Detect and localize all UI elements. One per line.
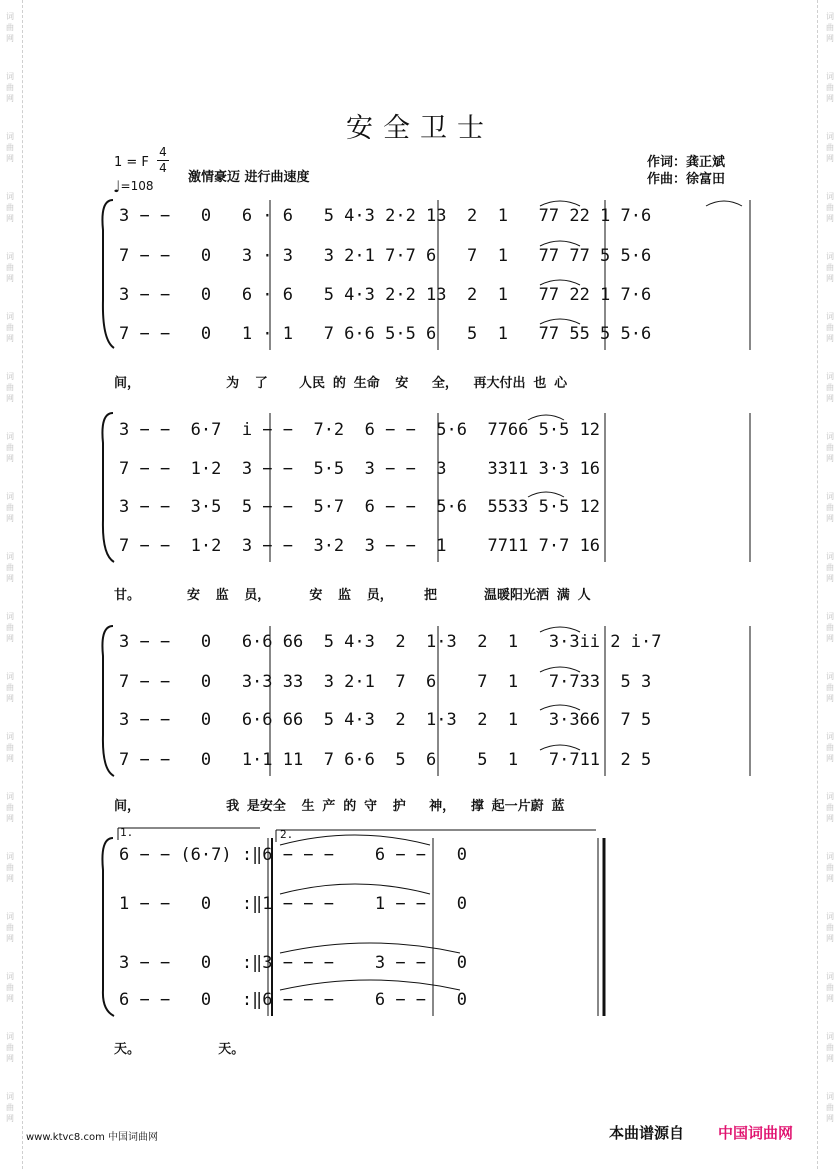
watermark-glyph: 曲	[826, 83, 834, 92]
watermark-glyph: 曲	[6, 803, 14, 812]
voice-row: 7 − − 0 3 · 3 3 2·1 7·7 6 7 1 77 77 5 5·6	[119, 246, 652, 266]
watermark-glyph: 词	[826, 972, 834, 981]
watermark-glyph: 词	[6, 912, 14, 921]
lyrics-line: 甘。 安 监 员， 安 监 员， 把 温暖阳光洒 满 人	[114, 588, 591, 603]
watermark-glyph: 曲	[6, 1103, 14, 1112]
voice-row: 7 − − 0 1 · 1 7 6·6 5·5 6 5 1 77 55 5 5·6	[119, 324, 652, 344]
voice-row: 7 − − 0 1·1 11 7 6·6 5 6 5 1 7·711 2 5	[119, 750, 652, 770]
watermark-glyph: 曲	[826, 23, 834, 32]
watermark-glyph: 网	[6, 514, 14, 523]
watermark-glyph: 词	[826, 732, 834, 741]
watermark-glyph: 网	[6, 634, 14, 643]
voice-row: 7 − − 1·2 3 − − 3·2 3 − − 1 7711 7·7 16	[119, 536, 601, 556]
watermark-glyph: 词	[6, 792, 14, 801]
watermark-glyph: 曲	[826, 323, 834, 332]
watermark-glyph: 网	[826, 754, 834, 763]
watermark-glyph: 曲	[6, 983, 14, 992]
watermark-glyph: 词	[826, 492, 834, 501]
watermark-glyph: 曲	[826, 383, 834, 392]
watermark-glyph: 网	[826, 1054, 834, 1063]
slur	[280, 835, 430, 845]
watermark-glyph: 曲	[6, 323, 14, 332]
watermark-glyph: 词	[826, 672, 834, 681]
watermark-glyph: 曲	[6, 923, 14, 932]
watermark-glyph: 词	[826, 792, 834, 801]
watermark-glyph: 网	[826, 454, 834, 463]
watermark-glyph: 词	[826, 1092, 834, 1101]
slur	[540, 627, 580, 632]
composer-credit: 作曲：徐富田	[647, 172, 726, 187]
watermark-glyph: 词	[6, 1032, 14, 1041]
volta-1-label: 1.	[120, 826, 134, 839]
watermark-glyph: 网	[6, 754, 14, 763]
watermark-glyph: 网	[826, 994, 834, 1003]
watermark-glyph: 曲	[6, 863, 14, 872]
watermark-glyph: 曲	[826, 743, 834, 752]
watermark-glyph: 网	[6, 574, 14, 583]
watermark-glyph: 网	[826, 874, 834, 883]
voice-row: 6 − − (6·7) :‖6 − − − 6 − − 0	[119, 845, 467, 865]
watermark-glyph: 词	[826, 852, 834, 861]
watermark-glyph: 词	[6, 252, 14, 261]
watermark-glyph: 网	[826, 1114, 834, 1123]
watermark-glyph: 词	[826, 1032, 834, 1041]
watermark-glyph: 曲	[826, 1103, 834, 1112]
watermark-glyph: 曲	[826, 803, 834, 812]
watermark-glyph: 词	[826, 312, 834, 321]
watermark-glyph: 网	[6, 874, 14, 883]
watermark-glyph: 词	[826, 552, 834, 561]
watermark-glyph: 词	[6, 552, 14, 561]
watermark-glyph: 词	[826, 612, 834, 621]
watermark-glyph: 曲	[6, 503, 14, 512]
lyrics-line: 天。 天。	[114, 1042, 245, 1057]
watermark-glyph: 网	[6, 274, 14, 283]
voice-row: 3 − − 3·5 5 − − 5·7 6 − − 5·6 5533 5·5 12	[119, 497, 601, 517]
watermark-glyph: 网	[6, 94, 14, 103]
quarter-note-icon: ♩	[113, 177, 121, 196]
system-brace	[102, 626, 114, 776]
watermark-glyph: 网	[826, 274, 834, 283]
system-brace	[102, 413, 114, 562]
lyricist-credit: 作词：龚正斌	[647, 155, 726, 170]
watermark-glyph: 词	[6, 12, 14, 21]
voice-row: 6 − − 0 :‖6 − − − 6 − − 0	[119, 990, 467, 1010]
watermark-glyph: 网	[826, 34, 834, 43]
watermark-glyph: 词	[6, 372, 14, 381]
watermark-glyph: 曲	[826, 143, 834, 152]
watermark-glyph: 曲	[826, 1043, 834, 1052]
watermark-glyph: 网	[6, 814, 14, 823]
watermark-glyph: 词	[826, 12, 834, 21]
watermark-glyph: 网	[826, 214, 834, 223]
time-signature-top: 4	[159, 145, 167, 159]
watermark-glyph: 网	[826, 334, 834, 343]
voice-row: 7 − − 0 3·3 33 3 2·1 7 6 7 1 7·733 5 3	[119, 672, 652, 692]
watermark-glyph: 曲	[6, 683, 14, 692]
slur	[540, 280, 580, 285]
watermark-glyph: 网	[826, 94, 834, 103]
slur	[540, 705, 580, 710]
slur	[540, 667, 580, 672]
watermark-glyph: 网	[6, 334, 14, 343]
watermark-glyph: 词	[6, 312, 14, 321]
song-title: 安全卫士	[346, 113, 494, 144]
watermark-glyph: 网	[6, 394, 14, 403]
watermark-glyph: 曲	[6, 623, 14, 632]
slur	[706, 201, 742, 206]
watermark-glyph: 曲	[826, 983, 834, 992]
watermark-glyph: 曲	[826, 563, 834, 572]
watermark-glyph: 词	[826, 252, 834, 261]
watermark-glyph: 词	[6, 192, 14, 201]
watermark-glyph: 词	[6, 972, 14, 981]
watermark-glyph: 曲	[6, 383, 14, 392]
watermark-glyph: 曲	[6, 263, 14, 272]
watermark-glyph: 词	[826, 912, 834, 921]
watermark-glyph: 网	[826, 694, 834, 703]
watermark-glyph: 词	[6, 732, 14, 741]
watermark-glyph: 网	[826, 514, 834, 523]
watermark-glyph: 网	[6, 34, 14, 43]
voice-row: 1 − − 0 :‖1 − − − 1 − − 0	[119, 894, 467, 914]
voice-row: 3 − − 0 :‖3 − − − 3 − − 0	[119, 953, 467, 973]
watermark-glyph: 网	[6, 994, 14, 1003]
voice-row: 3 − − 0 6·6 66 5 4·3 2 1·3 2 1 3·3ii 2 i·7	[119, 632, 662, 652]
time-signature-bottom: 4	[159, 161, 167, 175]
watermark-glyph: 词	[6, 132, 14, 141]
watermark-glyph: 网	[826, 394, 834, 403]
voice-row: 3 − − 0 6 · 6 5 4·3 2·2 13 2 1 77 22 1 7·6	[119, 285, 652, 305]
watermark-glyph: 曲	[826, 863, 834, 872]
watermark-glyph: 词	[826, 432, 834, 441]
watermark-glyph: 曲	[6, 143, 14, 152]
slur	[540, 319, 580, 324]
system-brace	[102, 838, 114, 1016]
footer-site-url: www.ktvc8.com 中国词曲网	[26, 1132, 159, 1143]
watermark-glyph: 词	[6, 852, 14, 861]
watermark-glyph: 词	[6, 612, 14, 621]
watermark-glyph: 曲	[826, 203, 834, 212]
slur	[540, 241, 580, 246]
watermark-glyph: 词	[826, 72, 834, 81]
watermark-glyph: 词	[6, 672, 14, 681]
watermark-glyph: 网	[6, 694, 14, 703]
watermark-glyph: 曲	[6, 563, 14, 572]
watermark-glyph: 词	[826, 132, 834, 141]
watermark-glyph: 网	[6, 934, 14, 943]
watermark-glyph: 词	[6, 432, 14, 441]
watermark-glyph: 曲	[826, 503, 834, 512]
watermark-glyph: 网	[826, 634, 834, 643]
watermark-glyph: 词	[826, 372, 834, 381]
watermark-glyph: 曲	[6, 443, 14, 452]
watermark-glyph: 网	[6, 214, 14, 223]
watermark-glyph: 网	[826, 574, 834, 583]
lyrics-line: 间， 为 了 人民 的 生命 安 全， 再大付出 也 心	[114, 376, 568, 391]
voice-row: 3 − − 0 6·6 66 5 4·3 2 1·3 2 1 3·366 7 5	[119, 710, 652, 730]
watermark-glyph: 曲	[6, 23, 14, 32]
watermark-glyph: 网	[6, 1054, 14, 1063]
watermark-glyph: 曲	[6, 83, 14, 92]
voice-row: 3 − − 6·7 i − − 7·2 6 − − 5·6 7766 5·5 12	[119, 420, 601, 440]
watermark-glyph: 词	[6, 1092, 14, 1101]
watermark-glyph: 网	[826, 934, 834, 943]
slur	[540, 745, 580, 750]
watermark-glyph: 曲	[826, 263, 834, 272]
watermark-glyph: 网	[826, 154, 834, 163]
watermark-glyph: 网	[6, 1114, 14, 1123]
watermark-glyph: 网	[826, 814, 834, 823]
slur	[540, 201, 580, 206]
footer-source-label: 本曲谱源自	[609, 1124, 685, 1142]
slur	[528, 492, 564, 497]
watermark-glyph: 曲	[826, 923, 834, 932]
watermark-glyph: 网	[6, 454, 14, 463]
key-signature: 1 = F	[114, 155, 149, 170]
system-brace	[102, 200, 114, 348]
footer-brand-link[interactable]: 中国词曲网	[718, 1124, 794, 1142]
watermark-glyph: 曲	[6, 743, 14, 752]
watermark-glyph: 词	[6, 492, 14, 501]
watermark-glyph: 网	[6, 154, 14, 163]
watermark-glyph: 曲	[826, 623, 834, 632]
watermark-glyph: 词	[6, 72, 14, 81]
voice-row: 3 − − 0 6 · 6 5 4·3 2·2 13 2 1 77 22 1 7·6	[119, 206, 652, 226]
lyrics-line: 间， 我 是安全 生 产 的 守 护 神， 撑 起一片蔚 蓝	[114, 799, 565, 814]
watermark-glyph: 曲	[6, 1043, 14, 1052]
volta-2-label: 2.	[280, 828, 294, 841]
watermark-glyph: 曲	[826, 443, 834, 452]
watermark-glyph: 曲	[6, 203, 14, 212]
watermark-glyph: 曲	[826, 683, 834, 692]
watermark-glyph: 词	[826, 192, 834, 201]
slur	[528, 415, 564, 420]
tempo-value: =108	[120, 179, 154, 193]
slur	[280, 884, 430, 894]
expression-marking: 激情豪迈 进行曲速度	[188, 170, 310, 185]
voice-row: 7 − − 1·2 3 − − 5·5 3 − − 3 3311 3·3 16	[119, 459, 601, 479]
